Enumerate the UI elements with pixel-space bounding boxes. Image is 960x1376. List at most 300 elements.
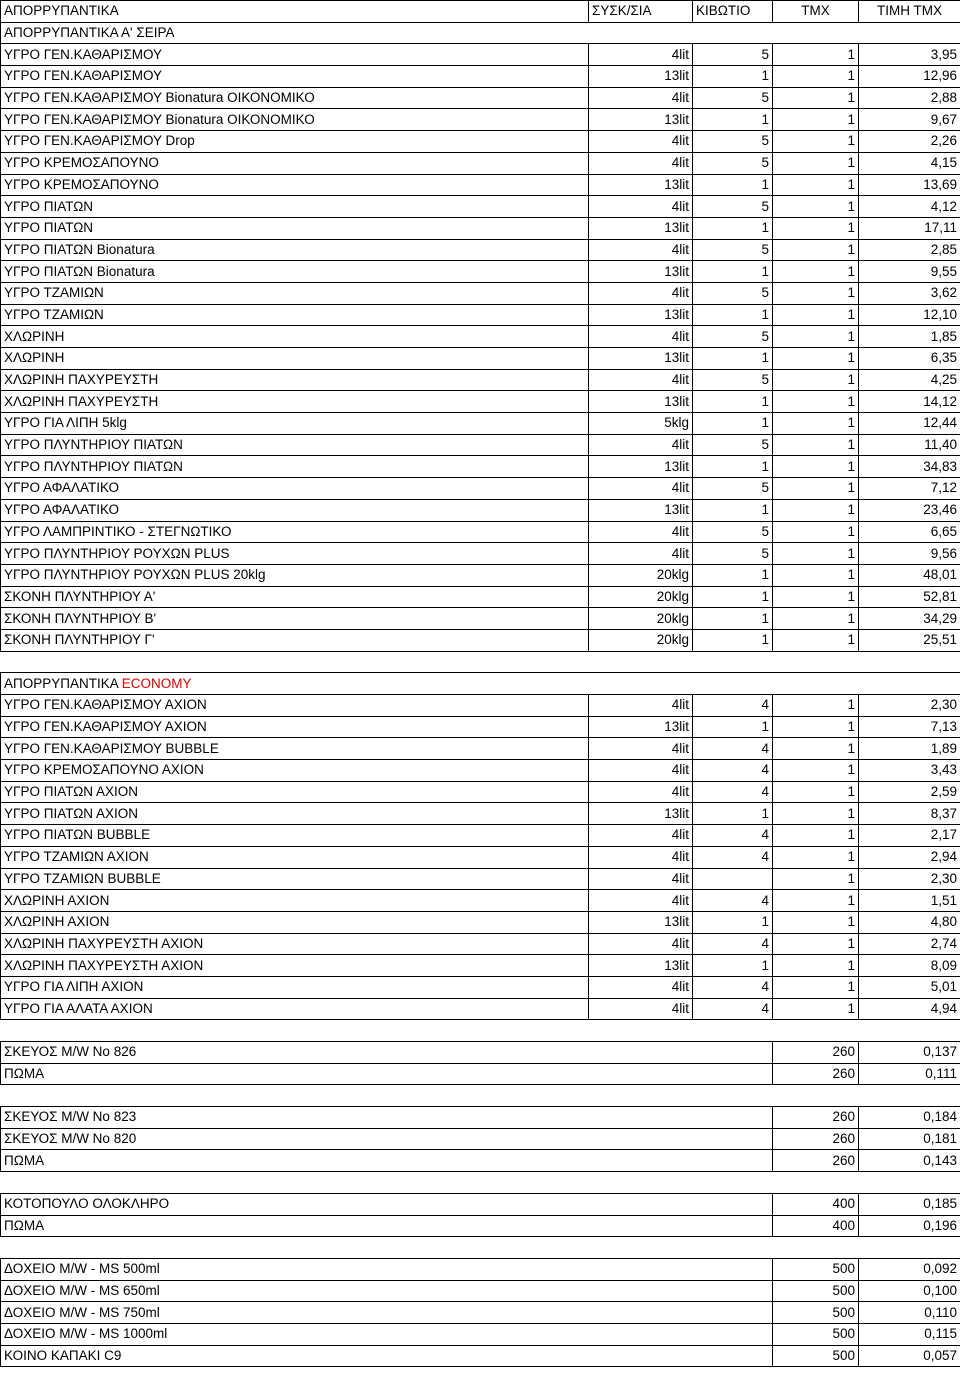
product-name: ΥΓΡΟ ΤΖΑΜΙΩΝ BUBBLE bbox=[1, 868, 589, 890]
container-values bbox=[859, 1258, 960, 1280]
product-row bbox=[1, 413, 960, 435]
container-pack: 400 bbox=[773, 1215, 859, 1237]
group-spacer bbox=[1, 1020, 960, 1042]
product-name: ΣΚΟΝΗ ΠΛΥΝΤΗΡΙΟΥ Α' bbox=[1, 586, 589, 608]
product-size: 4lit bbox=[589, 87, 693, 109]
product-size: 4lit bbox=[589, 326, 693, 348]
product-price: 2,88 bbox=[859, 87, 960, 109]
product-row bbox=[1, 66, 960, 88]
product-qty: 1 bbox=[773, 781, 859, 803]
product-price: 8,37 bbox=[859, 803, 960, 825]
product-qty: 1 bbox=[773, 543, 859, 565]
product-row bbox=[1, 738, 960, 760]
container-name: ΣΚΕΥΟΣ M/W No 826 bbox=[1, 1042, 773, 1064]
header-row bbox=[1, 1, 960, 23]
product-box: 4 bbox=[693, 998, 773, 1020]
product-price: 1,51 bbox=[859, 890, 960, 912]
product-row bbox=[1, 391, 960, 413]
product-qty: 1 bbox=[773, 521, 859, 543]
product-box: 1 bbox=[693, 586, 773, 608]
product-name: ΥΓΡΟ ΛΑΜΠΡΙΝΤΙΚΟ - ΣΤΕΓΝΩΤΙΚΟ bbox=[1, 521, 589, 543]
product-name: ΧΛΩΡΙΝΗ ΑΧΙΟΝ bbox=[1, 911, 589, 933]
product-size: 4lit bbox=[589, 738, 693, 760]
product-qty: 1 bbox=[773, 196, 859, 218]
product-qty: 1 bbox=[773, 174, 859, 196]
product-size: 4lit bbox=[589, 543, 693, 565]
product-qty: 1 bbox=[773, 868, 859, 890]
product-size: 13lit bbox=[589, 66, 693, 88]
container-values bbox=[859, 1302, 960, 1324]
product-price: 34,83 bbox=[859, 456, 960, 478]
product-size: 4lit bbox=[589, 521, 693, 543]
product-size: 13lit bbox=[589, 456, 693, 478]
product-name: ΥΓΡΟ ΓΕΝ.ΚΑΘΑΡΙΣΜΟΥ BUBBLE bbox=[1, 738, 589, 760]
product-row bbox=[1, 955, 960, 977]
section-title bbox=[1, 673, 960, 695]
product-size: 13lit bbox=[589, 955, 693, 977]
product-name: ΥΓΡΟ ΑΦΑΛΑΤΙΚΟ bbox=[1, 478, 589, 500]
product-row bbox=[1, 87, 960, 109]
container-row bbox=[1, 1215, 960, 1237]
container-name: ΣΚΕΥΟΣ M/W No 820 bbox=[1, 1128, 773, 1150]
product-price: 1,85 bbox=[859, 326, 960, 348]
product-row bbox=[1, 825, 960, 847]
product-row bbox=[1, 261, 960, 283]
product-row bbox=[1, 760, 960, 782]
product-qty: 1 bbox=[773, 413, 859, 435]
container-pack: 260 bbox=[773, 1150, 859, 1172]
product-size: 4lit bbox=[589, 44, 693, 66]
product-size: 4lit bbox=[589, 196, 693, 218]
product-size: 20klg bbox=[589, 586, 693, 608]
container-name: ΠΩΜΑ bbox=[1, 1215, 773, 1237]
product-price: 4,12 bbox=[859, 196, 960, 218]
product-name: ΧΛΩΡΙΝΗ ΠΑΧΥΡΕΥΣΤΗ ΑΧΙΟΝ bbox=[1, 955, 589, 977]
section-title-text: ΑΠΟΡΡΥΠΑΝΤΙΚΑ bbox=[4, 675, 122, 691]
product-price: 9,56 bbox=[859, 543, 960, 565]
product-box: 5 bbox=[693, 196, 773, 218]
product-name: ΥΓΡΟ ΚΡΕΜΟΣΑΠΟΥΝΟ bbox=[1, 152, 589, 174]
spacer-cell bbox=[1, 651, 960, 673]
container-row bbox=[1, 1345, 960, 1367]
product-box: 4 bbox=[693, 976, 773, 998]
product-box bbox=[693, 868, 773, 890]
product-qty: 1 bbox=[773, 131, 859, 153]
product-name: ΧΛΩΡΙΝΗ ΠΑΧΥΡΕΥΣΤΗ ΑΧΙΟΝ bbox=[1, 933, 589, 955]
container-row bbox=[1, 1128, 960, 1150]
product-row bbox=[1, 933, 960, 955]
group-spacer bbox=[1, 1237, 960, 1259]
container-row bbox=[1, 1302, 960, 1324]
product-name: ΥΓΡΟ ΓΕΝ.ΚΑΘΑΡΙΣΜΟΥ ΑΧΙΟΝ bbox=[1, 695, 589, 717]
product-qty: 1 bbox=[773, 825, 859, 847]
container-name: ΔΟΧΕΙΟ M/W - MS 500ml bbox=[1, 1258, 773, 1280]
product-name: ΥΓΡΟ ΠΙΑΤΩΝ ΑΧΙΟΝ bbox=[1, 803, 589, 825]
product-name: ΥΓΡΟ ΠΛΥΝΤΗΡΙΟΥ ΡΟΥΧΩΝ PLUS 20klg bbox=[1, 564, 589, 586]
product-box: 4 bbox=[693, 846, 773, 868]
product-row bbox=[1, 781, 960, 803]
product-qty: 1 bbox=[773, 738, 859, 760]
product-box: 5 bbox=[693, 521, 773, 543]
product-box: 1 bbox=[693, 217, 773, 239]
product-row bbox=[1, 586, 960, 608]
product-name: ΥΓΡΟ ΤΖΑΜΙΩΝ ΑΧΙΟΝ bbox=[1, 846, 589, 868]
product-price: 3,43 bbox=[859, 760, 960, 782]
container-price: 0,057 bbox=[923, 1347, 957, 1363]
product-size: 4lit bbox=[589, 152, 693, 174]
product-box: 1 bbox=[693, 66, 773, 88]
product-box: 4 bbox=[693, 890, 773, 912]
product-row bbox=[1, 564, 960, 586]
product-name: ΣΚΟΝΗ ΠΛΥΝΤΗΡΙΟΥ Β' bbox=[1, 608, 589, 630]
product-row bbox=[1, 282, 960, 304]
product-price: 48,01 bbox=[859, 564, 960, 586]
product-price: 2,30 bbox=[859, 868, 960, 890]
product-row bbox=[1, 911, 960, 933]
container-name: ΔΟΧΕΙΟ M/W - MS 750ml bbox=[1, 1302, 773, 1324]
product-name: ΥΓΡΟ ΓΙΑ ΛΙΠΗ 5klg bbox=[1, 413, 589, 435]
product-price: 3,95 bbox=[859, 44, 960, 66]
product-size: 4lit bbox=[589, 781, 693, 803]
container-row bbox=[1, 1280, 960, 1302]
product-size: 13lit bbox=[589, 911, 693, 933]
container-price: 0,184 bbox=[923, 1109, 957, 1125]
product-qty: 1 bbox=[773, 803, 859, 825]
spacer-cell bbox=[1, 1085, 960, 1107]
product-qty: 1 bbox=[773, 911, 859, 933]
product-name: ΥΓΡΟ ΓΕΝ.ΚΑΘΑΡΙΣΜΟΥ Bionatura ΟΙΚΟΝΟΜΙΚΟ bbox=[1, 87, 589, 109]
container-values bbox=[859, 1280, 960, 1302]
product-row bbox=[1, 304, 960, 326]
product-box: 5 bbox=[693, 44, 773, 66]
container-row bbox=[1, 1258, 960, 1280]
section-spacer bbox=[1, 651, 960, 673]
product-name: ΥΓΡΟ ΓΕΝ.ΚΑΘΑΡΙΣΜΟΥ ΑΧΙΟΝ bbox=[1, 716, 589, 738]
product-box: 1 bbox=[693, 629, 773, 651]
product-box: 1 bbox=[693, 348, 773, 370]
product-size: 4lit bbox=[589, 695, 693, 717]
product-row bbox=[1, 521, 960, 543]
product-box: 4 bbox=[693, 781, 773, 803]
product-qty: 1 bbox=[773, 282, 859, 304]
product-qty: 1 bbox=[773, 846, 859, 868]
product-name: ΧΛΩΡΙΝΗ bbox=[1, 348, 589, 370]
spacer-cell bbox=[1, 1237, 960, 1259]
product-qty: 1 bbox=[773, 304, 859, 326]
product-size: 13lit bbox=[589, 109, 693, 131]
section-title-row bbox=[1, 673, 960, 695]
product-qty: 1 bbox=[773, 87, 859, 109]
product-row bbox=[1, 499, 960, 521]
product-price: 12,96 bbox=[859, 66, 960, 88]
group-spacer bbox=[1, 1085, 960, 1107]
product-box: 5 bbox=[693, 543, 773, 565]
container-row bbox=[1, 1063, 960, 1085]
product-qty: 1 bbox=[773, 890, 859, 912]
container-values bbox=[859, 1323, 960, 1345]
product-price: 9,55 bbox=[859, 261, 960, 283]
product-qty: 1 bbox=[773, 608, 859, 630]
container-price: 0,143 bbox=[923, 1152, 957, 1168]
header-size: ΣΥΣΚ/ΣΙΑ bbox=[589, 1, 693, 23]
section-title bbox=[1, 22, 960, 44]
product-box: 5 bbox=[693, 478, 773, 500]
product-price: 2,17 bbox=[859, 825, 960, 847]
product-size: 13lit bbox=[589, 803, 693, 825]
product-name: ΧΛΩΡΙΝΗ ΠΑΧΥΡΕΥΣΤΗ bbox=[1, 369, 589, 391]
container-pack: 500 bbox=[773, 1258, 859, 1280]
container-values bbox=[859, 1345, 960, 1367]
product-box: 1 bbox=[693, 174, 773, 196]
product-box: 1 bbox=[693, 391, 773, 413]
product-price: 7,12 bbox=[859, 478, 960, 500]
product-name: ΥΓΡΟ ΓΕΝ.ΚΑΘΑΡΙΣΜΟΥ Bionatura ΟΙΚΟΝΟΜΙΚΟ bbox=[1, 109, 589, 131]
container-pack: 500 bbox=[773, 1280, 859, 1302]
product-name: ΥΓΡΟ ΤΖΑΜΙΩΝ bbox=[1, 304, 589, 326]
product-row bbox=[1, 695, 960, 717]
product-name: ΥΓΡΟ ΚΡΕΜΟΣΑΠΟΥΝΟ ΑΧΙΟΝ bbox=[1, 760, 589, 782]
container-values bbox=[859, 1150, 960, 1172]
product-size: 4lit bbox=[589, 825, 693, 847]
product-price: 7,13 bbox=[859, 716, 960, 738]
product-price: 8,09 bbox=[859, 955, 960, 977]
product-qty: 1 bbox=[773, 391, 859, 413]
product-size: 4lit bbox=[589, 846, 693, 868]
product-row bbox=[1, 976, 960, 998]
product-qty: 1 bbox=[773, 760, 859, 782]
container-price: 0,092 bbox=[923, 1261, 957, 1277]
product-size: 13lit bbox=[589, 716, 693, 738]
product-price: 2,85 bbox=[859, 239, 960, 261]
product-qty: 1 bbox=[773, 695, 859, 717]
product-box: 5 bbox=[693, 87, 773, 109]
product-row bbox=[1, 109, 960, 131]
product-price: 11,40 bbox=[859, 434, 960, 456]
product-qty: 1 bbox=[773, 434, 859, 456]
product-row bbox=[1, 434, 960, 456]
product-box: 5 bbox=[693, 131, 773, 153]
product-size: 13lit bbox=[589, 304, 693, 326]
product-qty: 1 bbox=[773, 933, 859, 955]
product-size: 4lit bbox=[589, 933, 693, 955]
product-row bbox=[1, 152, 960, 174]
section-title-text: ΑΠΟΡΡΥΠΑΝΤΙΚΑ Α' ΣΕΙΡΑ bbox=[4, 25, 175, 41]
product-qty: 1 bbox=[773, 629, 859, 651]
product-size: 13lit bbox=[589, 217, 693, 239]
container-row bbox=[1, 1193, 960, 1215]
product-price: 13,69 bbox=[859, 174, 960, 196]
product-price: 4,94 bbox=[859, 998, 960, 1020]
container-pack: 260 bbox=[773, 1128, 859, 1150]
container-values bbox=[859, 1042, 960, 1064]
header-box: ΚΙΒΩΤΙΟ bbox=[693, 1, 773, 23]
product-qty: 1 bbox=[773, 44, 859, 66]
product-box: 4 bbox=[693, 933, 773, 955]
product-qty: 1 bbox=[773, 976, 859, 998]
section-title-row bbox=[1, 22, 960, 44]
product-row bbox=[1, 478, 960, 500]
product-row bbox=[1, 217, 960, 239]
container-price: 0,111 bbox=[925, 1066, 957, 1082]
product-price: 4,80 bbox=[859, 911, 960, 933]
product-qty: 1 bbox=[773, 261, 859, 283]
product-box: 1 bbox=[693, 413, 773, 435]
product-box: 1 bbox=[693, 261, 773, 283]
product-row bbox=[1, 629, 960, 651]
product-size: 4lit bbox=[589, 131, 693, 153]
container-row bbox=[1, 1323, 960, 1345]
container-name: ΚΟΙΝΟ ΚΑΠΑΚΙ C9 bbox=[1, 1345, 773, 1367]
container-values bbox=[859, 1215, 960, 1237]
product-row bbox=[1, 456, 960, 478]
product-box: 1 bbox=[693, 304, 773, 326]
product-price: 9,67 bbox=[859, 109, 960, 131]
product-size: 20klg bbox=[589, 564, 693, 586]
product-size: 13lit bbox=[589, 348, 693, 370]
product-qty: 1 bbox=[773, 955, 859, 977]
product-row bbox=[1, 174, 960, 196]
product-row bbox=[1, 543, 960, 565]
product-size: 13lit bbox=[589, 391, 693, 413]
product-box: 1 bbox=[693, 608, 773, 630]
product-price: 17,11 bbox=[859, 217, 960, 239]
container-price: 0,196 bbox=[923, 1217, 957, 1233]
product-size: 4lit bbox=[589, 478, 693, 500]
product-qty: 1 bbox=[773, 998, 859, 1020]
container-values bbox=[859, 1128, 960, 1150]
container-name: ΔΟΧΕΙΟ M/W - MS 650ml bbox=[1, 1280, 773, 1302]
product-box: 1 bbox=[693, 564, 773, 586]
product-size: 4lit bbox=[589, 282, 693, 304]
product-qty: 1 bbox=[773, 369, 859, 391]
container-price: 0,181 bbox=[923, 1131, 957, 1147]
product-size: 4lit bbox=[589, 868, 693, 890]
product-price: 2,30 bbox=[859, 695, 960, 717]
product-qty: 1 bbox=[773, 109, 859, 131]
container-pack: 260 bbox=[773, 1042, 859, 1064]
container-price: 0,115 bbox=[924, 1326, 957, 1342]
product-name: ΥΓΡΟ ΠΙΑΤΩΝ BUBBLE bbox=[1, 825, 589, 847]
product-row bbox=[1, 868, 960, 890]
container-row bbox=[1, 1042, 960, 1064]
product-size: 4lit bbox=[589, 760, 693, 782]
product-row bbox=[1, 608, 960, 630]
product-price: 34,29 bbox=[859, 608, 960, 630]
product-size: 4lit bbox=[589, 976, 693, 998]
product-name: ΥΓΡΟ ΓΙΑ ΛΙΠΗ ΑΧΙΟΝ bbox=[1, 976, 589, 998]
container-price: 0,185 bbox=[923, 1196, 957, 1212]
product-size: 4lit bbox=[589, 369, 693, 391]
product-qty: 1 bbox=[773, 716, 859, 738]
product-price: 25,51 bbox=[859, 629, 960, 651]
product-row bbox=[1, 196, 960, 218]
container-row bbox=[1, 1150, 960, 1172]
product-size: 20klg bbox=[589, 608, 693, 630]
product-qty: 1 bbox=[773, 326, 859, 348]
product-qty: 1 bbox=[773, 66, 859, 88]
product-box: 5 bbox=[693, 152, 773, 174]
product-qty: 1 bbox=[773, 499, 859, 521]
product-size: 4lit bbox=[589, 890, 693, 912]
product-row bbox=[1, 239, 960, 261]
container-pack: 500 bbox=[773, 1345, 859, 1367]
product-qty: 1 bbox=[773, 239, 859, 261]
product-box: 5 bbox=[693, 326, 773, 348]
product-qty: 1 bbox=[773, 586, 859, 608]
product-name: ΥΓΡΟ ΠΙΑΤΩΝ ΑΧΙΟΝ bbox=[1, 781, 589, 803]
product-box: 4 bbox=[693, 825, 773, 847]
container-values bbox=[859, 1193, 960, 1215]
container-price: 0,100 bbox=[923, 1282, 957, 1298]
product-name: ΣΚΟΝΗ ΠΛΥΝΤΗΡΙΟΥ Γ' bbox=[1, 629, 589, 651]
product-box: 1 bbox=[693, 911, 773, 933]
product-box: 1 bbox=[693, 803, 773, 825]
product-qty: 1 bbox=[773, 217, 859, 239]
section-title-highlight: ECONOMY bbox=[121, 675, 192, 691]
product-size: 13lit bbox=[589, 174, 693, 196]
product-price: 2,74 bbox=[859, 933, 960, 955]
product-qty: 1 bbox=[773, 456, 859, 478]
product-price: 12,44 bbox=[859, 413, 960, 435]
product-size: 20klg bbox=[589, 629, 693, 651]
product-name: ΥΓΡΟ ΓΕΝ.ΚΑΘΑΡΙΣΜΟΥ Drop bbox=[1, 131, 589, 153]
header-qty: ΤΜΧ bbox=[773, 1, 859, 23]
container-pack: 400 bbox=[773, 1193, 859, 1215]
header-price: ΤΙΜΗ ΤΜΧ bbox=[859, 1, 960, 23]
product-size: 4lit bbox=[589, 434, 693, 456]
container-pack: 260 bbox=[773, 1063, 859, 1085]
product-row bbox=[1, 803, 960, 825]
container-name: ΚΟΤΟΠΟΥΛΟ ΟΛΟΚΛΗΡΟ bbox=[1, 1193, 773, 1215]
product-name: ΥΓΡΟ ΤΖΑΜΙΩΝ bbox=[1, 282, 589, 304]
product-box: 1 bbox=[693, 716, 773, 738]
product-box: 4 bbox=[693, 760, 773, 782]
product-price: 52,81 bbox=[859, 586, 960, 608]
container-pack: 500 bbox=[773, 1323, 859, 1345]
product-box: 5 bbox=[693, 369, 773, 391]
product-size: 5klg bbox=[589, 413, 693, 435]
product-box: 4 bbox=[693, 695, 773, 717]
product-row bbox=[1, 998, 960, 1020]
product-name: ΧΛΩΡΙΝΗ ΠΑΧΥΡΕΥΣΤΗ bbox=[1, 391, 589, 413]
product-name: ΧΛΩΡΙΝΗ ΑΧΙΟΝ bbox=[1, 890, 589, 912]
group-spacer bbox=[1, 1172, 960, 1194]
product-name: ΥΓΡΟ ΠΙΑΤΩΝ bbox=[1, 196, 589, 218]
product-price: 4,25 bbox=[859, 369, 960, 391]
product-size: 4lit bbox=[589, 239, 693, 261]
container-name: ΔΟΧΕΙΟ M/W - MS 1000ml bbox=[1, 1323, 773, 1345]
product-row bbox=[1, 326, 960, 348]
product-box: 1 bbox=[693, 456, 773, 478]
product-row bbox=[1, 716, 960, 738]
spacer-cell bbox=[1, 1020, 960, 1042]
container-price: 0,137 bbox=[923, 1044, 957, 1060]
product-row bbox=[1, 890, 960, 912]
product-name: ΥΓΡΟ ΓΙΑ ΑΛΑΤΑ ΑΧΙΟΝ bbox=[1, 998, 589, 1020]
product-qty: 1 bbox=[773, 564, 859, 586]
container-pack: 260 bbox=[773, 1107, 859, 1129]
product-box: 5 bbox=[693, 239, 773, 261]
header-name: ΑΠΟΡΡΥΠΑΝΤΙΚΑ bbox=[1, 1, 589, 23]
product-price: 6,35 bbox=[859, 348, 960, 370]
product-name: ΥΓΡΟ ΑΦΑΛΑΤΙΚΟ bbox=[1, 499, 589, 521]
product-box: 4 bbox=[693, 738, 773, 760]
container-name: ΠΩΜΑ bbox=[1, 1150, 773, 1172]
product-row bbox=[1, 131, 960, 153]
product-name: ΥΓΡΟ ΓΕΝ.ΚΑΘΑΡΙΣΜΟΥ bbox=[1, 44, 589, 66]
product-qty: 1 bbox=[773, 478, 859, 500]
product-row bbox=[1, 44, 960, 66]
